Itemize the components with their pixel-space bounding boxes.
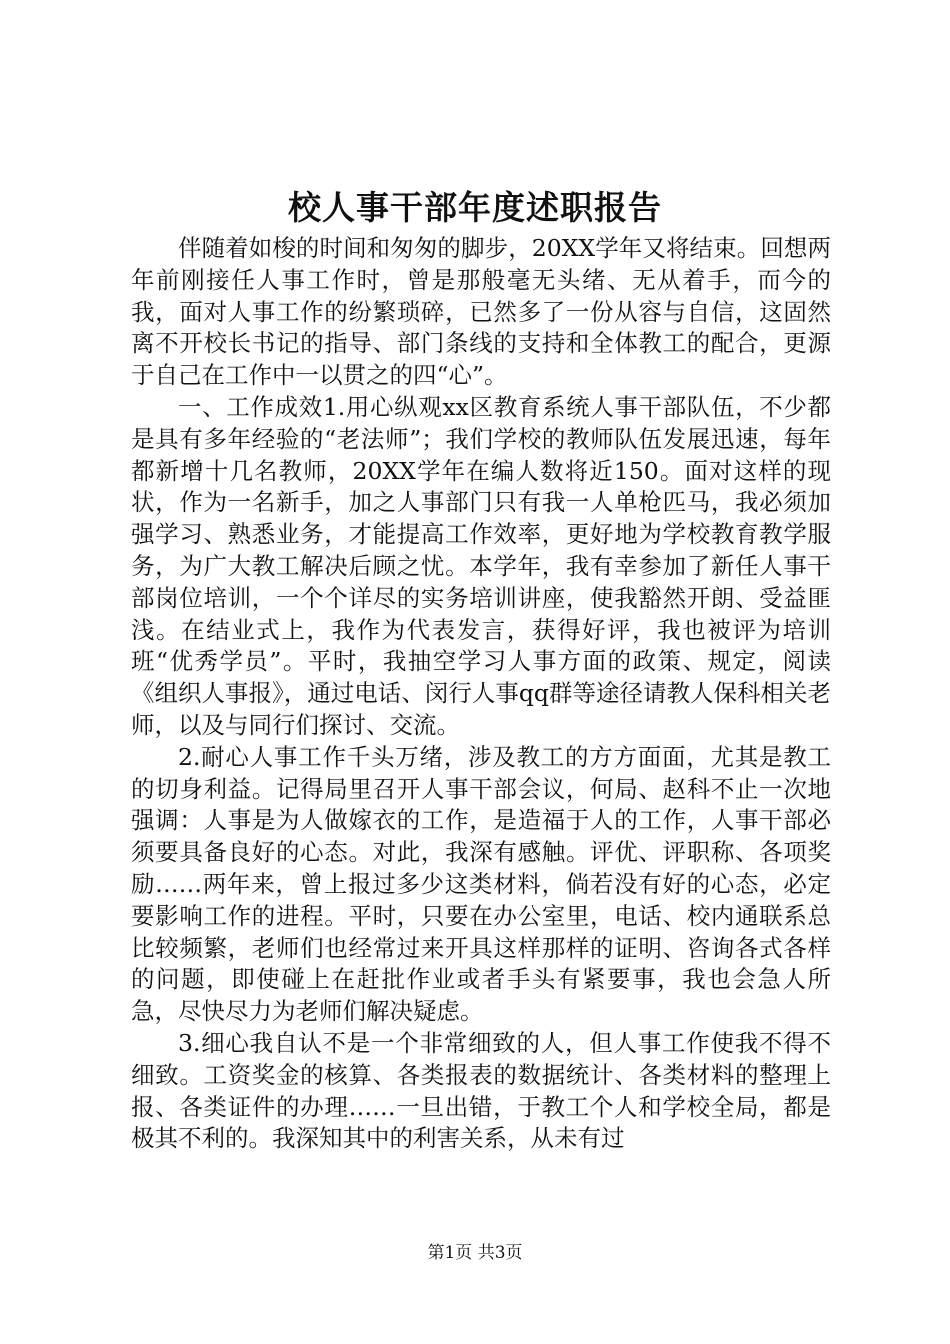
paragraph-intro: 伴随着如梭的时间和匆匆的脚步，20XX学年又将结束。回想两年前刚接任人事工作时，曾是那般毫无头绪、无从着手，而今的我，面对人事工作的纷繁琐碎，已然多了一份从容与自信，这固然离不开校长书记的指导、部门条线的支持和全体教工的配合，更源于自己在工作中一以贯之的四“心”。: [131, 234, 831, 390]
document-title: 校人事干部年度述职报告: [288, 188, 662, 227]
paragraph-section-3: 3.细心我自认不是一个非常细致的人，但人事工作使我不得不细致。工资奖金的核算、各类报表的数据统计、各类材料的整理上报、各类证件的办理……一旦出错，于教工个人和学校全局，都是极其不利的。我深知其中的利害关系，从未有过: [131, 1028, 831, 1153]
document-body: [131, 233, 831, 1155]
page-number-footer: 第1页 共3页: [427, 1243, 523, 1263]
paragraph-section-1: 一、工作成效1.用心纵观xx区教育系统人事干部队伍，不少都是具有多年经验的“老法师”；我们学校的教师队伍发展迅速，每年都新增十几名教师，20XX学年在编人数将近150。面对这样的现状，作为一名新手，加之人事部门只有我一人单枪匹马，我必须加强学习、熟悉业务，才能提高工作效率，更好地为学校教育教学服务，为广大教工解决后顾之忧。本学年，我有幸参加了新任人事干部岗位培训，一个个详尽的实务培训讲座，使我豁然开朗、受益匪浅。在结业式上，我作为代表发言，获得好评，我也被评为培训班“优秀学员”。平时，我抽空学习人事方面的政策、规定，阅读《组织人事报》，通过电话、闵行人事qq群等途径请教人保科相关老师，以及与同行们探讨、交流。: [131, 392, 831, 739]
paragraph-section-2: 2.耐心人事工作千头万绪，涉及教工的方方面面，尤其是教工的切身利益。记得局里召开人事干部会议，何局、赵科不止一次地强调：人事是为人做嫁衣的工作，是造福于人的工作，人事干部必须要具备良好的心态。对此，我深有感触。评优、评职称、各项奖励……两年来，曾上报过多少这类材料，倘若没有好的心态，必定要影响工作的进程。平时，只要在办公室里，电话、校内通联系总比较频繁，老师们也经常过来开具这样那样的证明、咨询各式各样的问题，即使碰上在赶批作业或者手头有紧要事，我也会急人所急，尽快尽力为老师们解决疑虑。: [131, 742, 831, 1026]
